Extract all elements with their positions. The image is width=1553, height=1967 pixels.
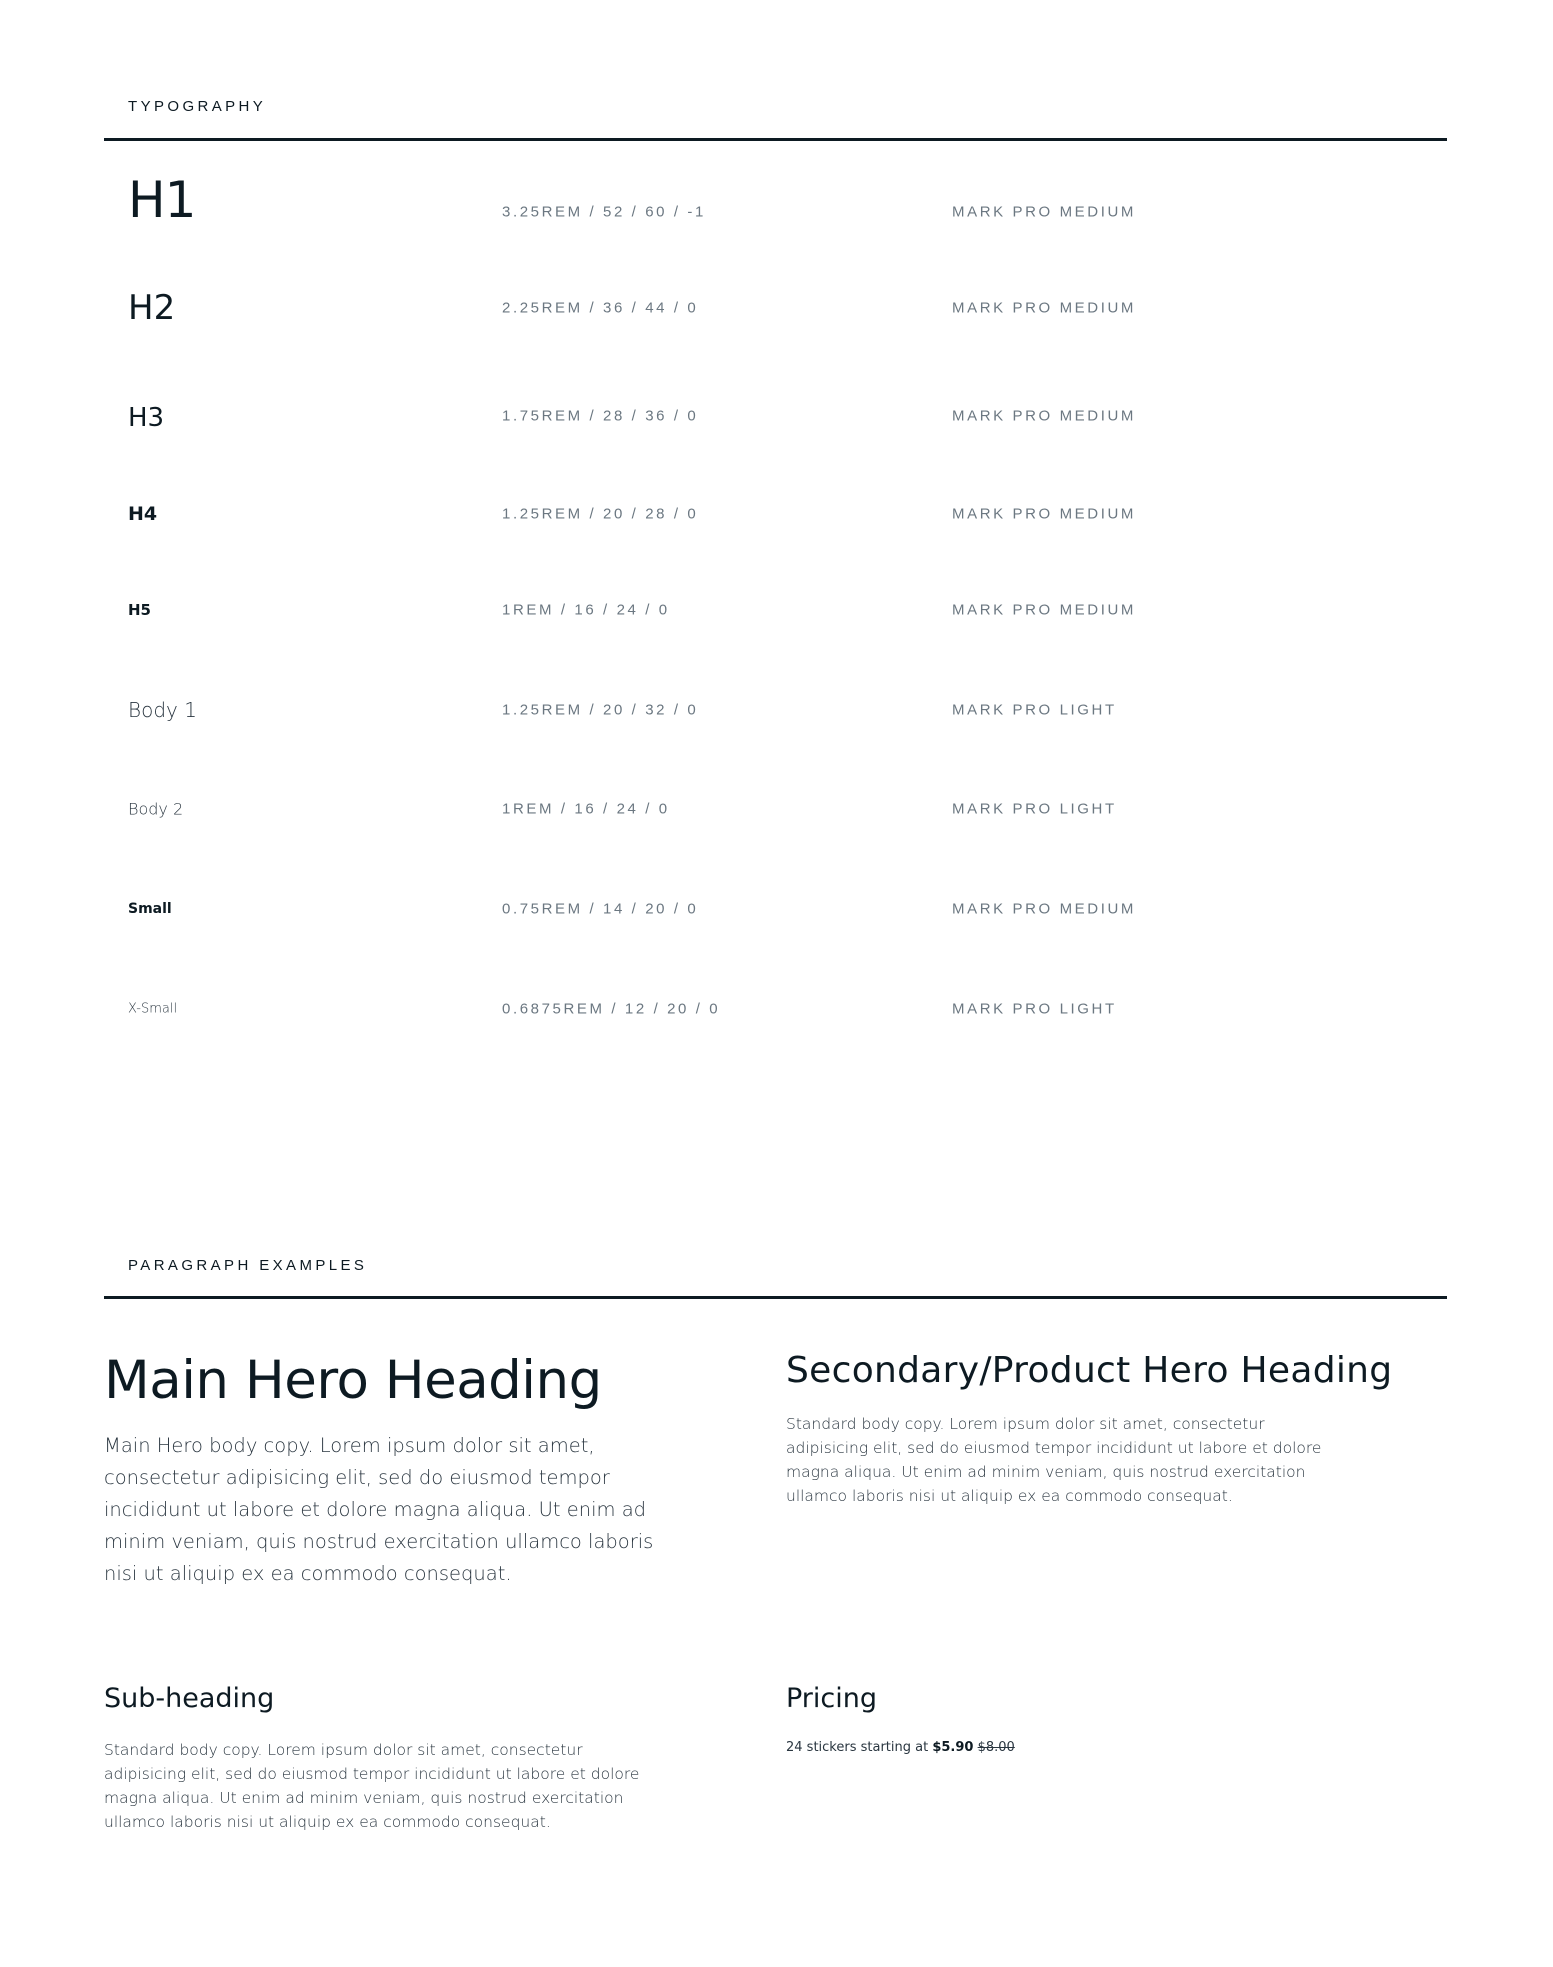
type-sample-h5: H5 xyxy=(128,601,151,619)
type-font-h5: MARK PRO MEDIUM xyxy=(952,601,1137,619)
type-font-h2: MARK PRO MEDIUM xyxy=(952,299,1137,317)
type-spec-small: 0.75REM / 14 / 20 / 0 xyxy=(502,900,699,918)
type-spec-xsmall: 0.6875REM / 12 / 20 / 0 xyxy=(502,1000,721,1018)
secondary-hero-body: Standard body copy. Lorem ipsum dolor sit amet, consectetur adipisicing elit, sed do eiusmod tempor incididunt ut labore et dolore magna aliqua. Ut enim ad minim veniam, quis nostrud exercitation ullamco laboris nisi ut aliquip ex ea commodo consequat. xyxy=(786,1415,1322,1505)
type-sample-h2: H2 xyxy=(128,288,176,328)
type-spec-h1: 3.25REM / 52 / 60 / -1 xyxy=(502,203,706,221)
pricing-old-price: $8.00 xyxy=(977,1740,1015,1755)
sub-heading: Sub-heading xyxy=(104,1683,275,1714)
type-font-h1: MARK PRO MEDIUM xyxy=(952,203,1137,221)
main-hero-body: Main Hero body copy. Lorem ipsum dolor sit amet, consectetur adipisicing elit, sed do eiusmod tempor incididunt ut labore et dolore magna aliqua. Ut enim ad minim veniam, quis nostrud exercitation ullamco laboris nisi ut aliquip ex ea commodo consequat. xyxy=(104,1434,654,1585)
type-spec-h3: 1.75REM / 28 / 36 / 0 xyxy=(502,407,699,425)
pricing-heading: Pricing xyxy=(786,1683,878,1714)
type-spec-body2: 1REM / 16 / 24 / 0 xyxy=(502,800,670,818)
typography-section-label: TYPOGRAPHY xyxy=(128,98,267,115)
pricing-price: $5.90 xyxy=(932,1740,974,1755)
typography-divider xyxy=(104,138,1447,141)
type-spec-body1: 1.25REM / 20 / 32 / 0 xyxy=(502,701,699,719)
type-sample-small: Small xyxy=(128,901,172,917)
type-font-body1: MARK PRO LIGHT xyxy=(952,701,1117,719)
type-sample-body1: Body 1 xyxy=(128,698,197,722)
type-spec-h5: 1REM / 16 / 24 / 0 xyxy=(502,601,670,619)
pricing-prefix: 24 stickers starting at xyxy=(786,1740,929,1755)
secondary-hero-heading: Secondary/Product Hero Heading xyxy=(786,1350,1393,1391)
type-sample-h1: H1 xyxy=(128,171,196,229)
type-font-body2: MARK PRO LIGHT xyxy=(952,800,1117,818)
pricing-line xyxy=(786,1740,1015,1755)
main-hero-heading: Main Hero Heading xyxy=(104,1350,602,1411)
type-font-h4: MARK PRO MEDIUM xyxy=(952,505,1137,523)
sub-heading-body: Standard body copy. Lorem ipsum dolor sit amet, consectetur adipisicing elit, sed do eiusmod tempor incididunt ut labore et dolore magna aliqua. Ut enim ad minim veniam, quis nostrud exercitation ullamco laboris nisi ut aliquip ex ea commodo consequat. xyxy=(104,1741,640,1831)
type-sample-xsmall: X-Small xyxy=(128,1001,178,1017)
type-sample-body2: Body 2 xyxy=(128,799,184,819)
paragraph-section-label: PARAGRAPH EXAMPLES xyxy=(128,1257,368,1274)
paragraph-divider xyxy=(104,1296,1447,1299)
type-sample-h3: H3 xyxy=(128,403,165,433)
type-spec-h4: 1.25REM / 20 / 28 / 0 xyxy=(502,505,699,523)
type-font-h3: MARK PRO MEDIUM xyxy=(952,407,1137,425)
type-spec-h2: 2.25REM / 36 / 44 / 0 xyxy=(502,299,699,317)
type-font-small: MARK PRO MEDIUM xyxy=(952,900,1137,918)
type-font-xsmall: MARK PRO LIGHT xyxy=(952,1000,1117,1018)
type-sample-h4: H4 xyxy=(128,503,158,525)
